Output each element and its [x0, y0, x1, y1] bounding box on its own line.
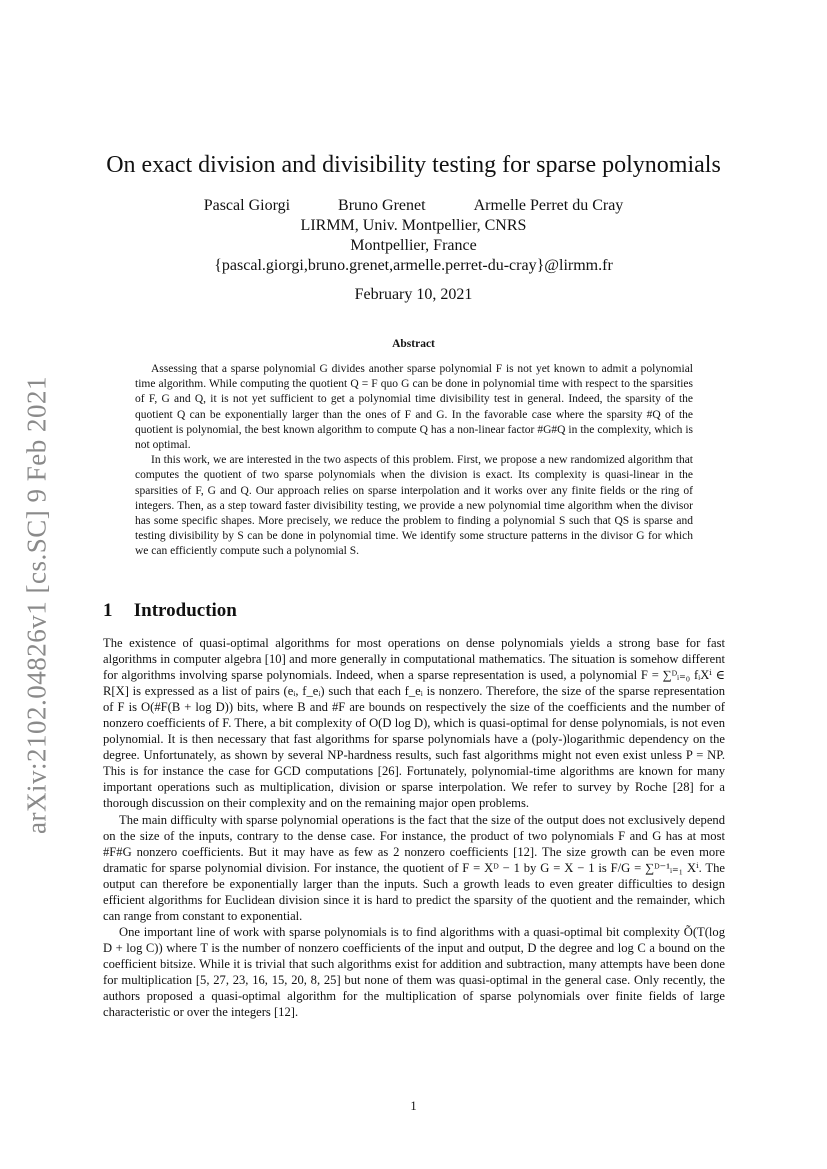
- author-name: Bruno Grenet: [338, 197, 426, 214]
- body-text: [103, 635, 725, 1020]
- paper-date: February 10, 2021: [354, 286, 473, 303]
- author-name: Armelle Perret du Cray: [473, 197, 624, 214]
- author-name: Pascal Giorgi: [203, 197, 291, 214]
- author-names: [100, 196, 727, 216]
- author-emails: {pascal.giorgi,bruno.grenet,armelle.perret-du-cray}@lirmm.fr: [214, 257, 613, 274]
- location: Montpellier, France: [350, 237, 477, 254]
- paper-title: On exact division and divisibility testing for sparse polynomials: [106, 152, 721, 178]
- arxiv-stamp-text: arXiv:2102.04826v1 [cs.SC] 9 Feb 2021: [21, 376, 52, 834]
- affiliation: LIRMM, Univ. Montpellier, CNRS: [300, 217, 527, 234]
- section-title: Introduction: [133, 600, 237, 621]
- author-block: [100, 196, 727, 276]
- abstract-paragraph: Assessing that a sparse polynomial G divides another sparse polynomial F is not yet known to admit a polynomial time algorithm. While computing the quotient Q = F quo G can be done in polynomial time with respect to the sparsities of F, G and Q, it is not yet sufficient to get a polynomial time divisibility test in general. Indeed, the sparsity of the quotient Q can be exponentially larger than the ones of F and G. In the favorable case where the sparsity #Q of the quotient is polynomial, the best known algorithm to compute Q has a non-linear factor #G#Q in the complexity, which is not optimal.: [135, 363, 693, 452]
- abstract-heading: Abstract: [392, 338, 435, 350]
- section-number: 1: [103, 600, 113, 621]
- body-paragraph: One important line of work with sparse polynomials is to find algorithms with a quasi-optimal bit complexity Õ(T(log D + log C)) where T is the number of nonzero coefficients of the input and output, D the degree and log C a bound on the coefficient bitsize. While it is trivial that such algorithms exist for addition and subtraction, many attempts have been done for multiplication [5, 27, 23, 16, 15, 20, 8, 25] but none of them was quasi-optimal in the general case. Only recently, the authors proposed a quasi-optimal algorithm for the multiplication of sparse polynomials over finite fields of large characteristic or over the integers [12].: [103, 924, 725, 1020]
- abstract-paragraph: In this work, we are interested in the two aspects of this problem. First, we propose a new randomized algorithm that computes the quotient of two sparse polynomials when the division is exact. Its complexity is quasi-linear in the sparsities of F, G and Q. Our approach relies on sparse interpolation and it works over any finite fields or the ring of integers. Then, as a step toward faster divisibility testing, we provide a new polynomial time algorithm when the divisor has some specific shapes. More precisely, we reduce the problem to finding a polynomial S such that QS is sparse and testing divisibility by S can be done in polynomial time. We identify some structure patterns in the divisor G for which we can efficiently compute such a polynomial S.: [135, 454, 693, 558]
- arxiv-stamp: [12, 370, 62, 840]
- abstract: [135, 362, 693, 560]
- page-number: 1: [410, 1099, 417, 1113]
- section-heading: [103, 600, 237, 622]
- body-paragraph: The existence of quasi-optimal algorithms for most operations on dense polynomials yields a strong base for fast algorithms in computer algebra [10] and more generally in computational mathematics. The situation is somehow different for algorithms involving sparse polynomials. Indeed, when a sparse representation is used, a polynomial F = ∑ᴰᵢ₌₀ fᵢXⁱ ∈ R[X] is expressed as a list of pairs (eᵢ, f_eᵢ) such that each f_eᵢ is nonzero. Therefore, the size of the sparse representation of F is O(#F(B + log D)) bits, where B and #F are bounds on respectively the size of the coefficients and the number of nonzero coefficients of F. There, a bit complexity of O(D log D), which is quasi-optimal for dense polynomials, is not even polynomial. It is then necessary that fast algorithms for sparse polynomials have a (poly-)logarithmic dependency on the degree. Unfortunately, as shown by several NP-hardness results, such fast algorithms might not even exist unless P = NP. This is for instance the case for GCD computations [26]. Fortunately, polynomial-time algorithms are known for many important operations such as multiplication, division or sparse interpolation. We refer to survey by Roche [28] for a thorough discussion on their complexity and on the remaining major open problems.: [103, 636, 725, 811]
- body-paragraph: The main difficulty with sparse polynomial operations is the fact that the size of the output does not exclusively depend on the size of the inputs, contrary to the dense case. For instance, the product of two polynomials F and G has at most #F#G nonzero coefficients. But it may have as few as 2 nonzero coefficients [12]. The size growth can be even more dramatic for sparse polynomial division. For instance, the quotient of F = Xᴰ − 1 by G = X − 1 is F/G = ∑ᴰ⁻¹ᵢ₌₁ Xⁱ. The output can therefore be exponentially larger than the inputs. Such a growth leads to even greater difficulties to design efficient algorithms for Euclidean division since it is hard to predict the sparsity of the quotient and the remainder, which can range from constant to exponential.: [103, 812, 725, 923]
